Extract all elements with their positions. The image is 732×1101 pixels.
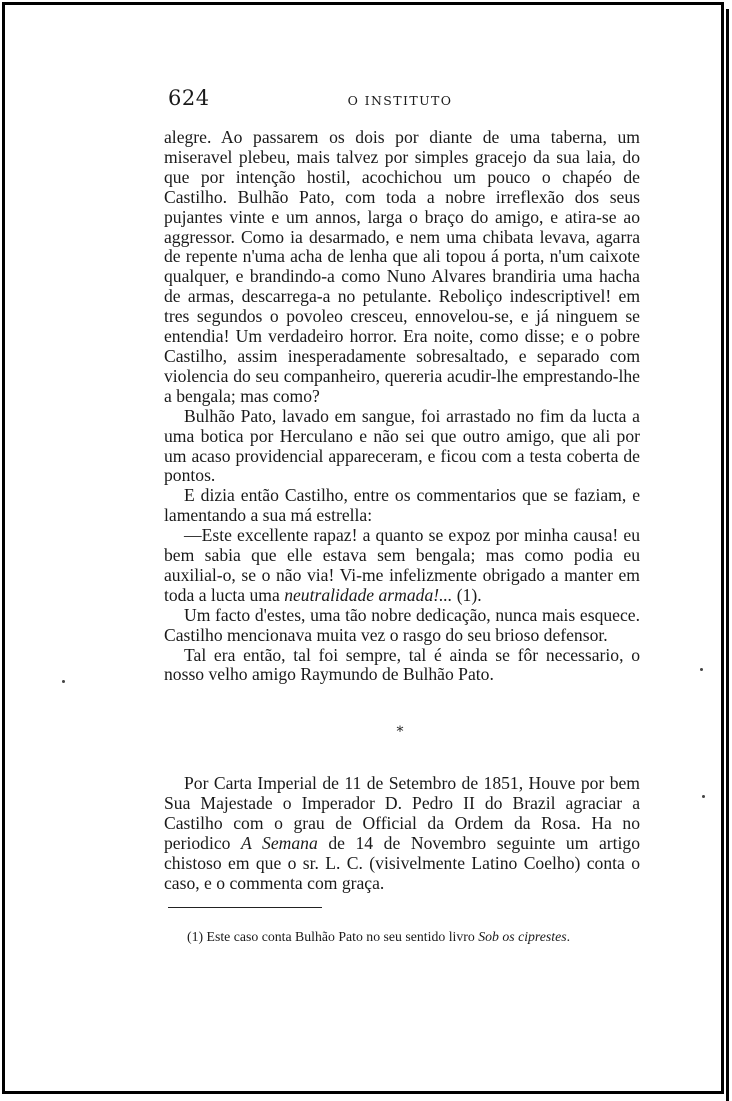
footnote-ref: (1). [452,584,482,605]
footnote-book-title: Sob os ciprestes [478,929,567,944]
paragraph-4-quote [164,526,640,606]
scan-speck [702,795,705,798]
paragraph-5: Um facto d'estes, uma tão nobre dedicação, nunca mais esquece. Castilho mencionava muita vez o rasgo do seu brioso defensor. [164,604,640,645]
paragraph-7 [164,774,640,893]
main-text [164,128,640,685]
paragraph-2: Bulhão Pato, lavado em sangue, foi arrastado no fim da lucta a uma botica por Herculano e não sei que outro amigo, que ali por um acaso providencial appareceram, e ficou com a testa coberta de pontos. [164,405,640,486]
section-text-pre: Por Carta Imperial de 11 de Setembro de 1851, Houve por bem Sua Majestade o Imperador D. Pedro II do Brazil agraciar a Castilho com o grau de Official da Ordem da Rosa. Ha no periodico [164,773,640,853]
footnote-text-pre: (1) Este caso conta Bulhão Pato no seu sentido livro [187,929,479,944]
running-head: O INSTITUTO [347,93,453,108]
footnote-rule [168,907,322,908]
paragraph-3: E dizia então Castilho, entre os commentarios que se faziam, e lamentando a sua má estrella: [164,485,640,526]
scan-speck [62,680,65,683]
footnote [187,929,647,945]
footnote-text-post: . [566,929,571,944]
section-text-post: de 14 de Novembro seguinte um artigo chistoso em que o sr. L. C. (visivelmente Latino Coelho) conta o caso, e o commenta com graça. [164,832,641,893]
paragraph-6: Tal era então, tal foi sempre, tal é ainda se fôr necessario, o nosso velho amigo Raymundo de Bulhão Pato. [164,644,640,685]
quote-emphasis: neutralidade armada!... [284,584,453,605]
periodical-title: A Semana [241,832,318,853]
paragraph-1: alegre. Ao passarem os dois por diante de uma taberna, um miseravel plebeu, mais talvez por simples gracejo da sua laia, do que por intenção hostil, acochichou um pouco o chapéo de Castilho. Bulhão Pato, com toda a nobre irreflexão dos seus pujantes vinte e um annos, larga o braço do amigo, e atira-se ao aggressor. Como ia desarmado, e nem uma chibata levava, agarra de repente n'uma acha de lenha que ali topou á porta, n'um caixote qualquer, e brandindo-a como Nuno Alvares brandiria uma hacha de armas, descarrega-a no petulante. Reboliço indescriptivel! em tres segundos o povoleo cresceu, ennovelou-se, e já ninguem se entendia! Um verdadeiro horror. Era noite, como disse; e o pobre Castilho, assim inesperadamente sobresaltado, e separado com violencia do seu companheiro, quereria acudir-lhe emprestando-lhe a bengala; mas como? [164,127,640,406]
page-number: 624 [168,86,210,110]
scan-speck [700,668,703,671]
quote-text: —Este excellente rapaz! a quanto se expoz por minha causa! eu bem sabia que elle estava sem bengala; mas como podia eu auxilial-o, se o não via! Vi-me infelizmente obrigado a manter em toda a lucta uma [164,525,640,605]
section-separator: * [396,724,404,740]
second-section [164,774,640,893]
